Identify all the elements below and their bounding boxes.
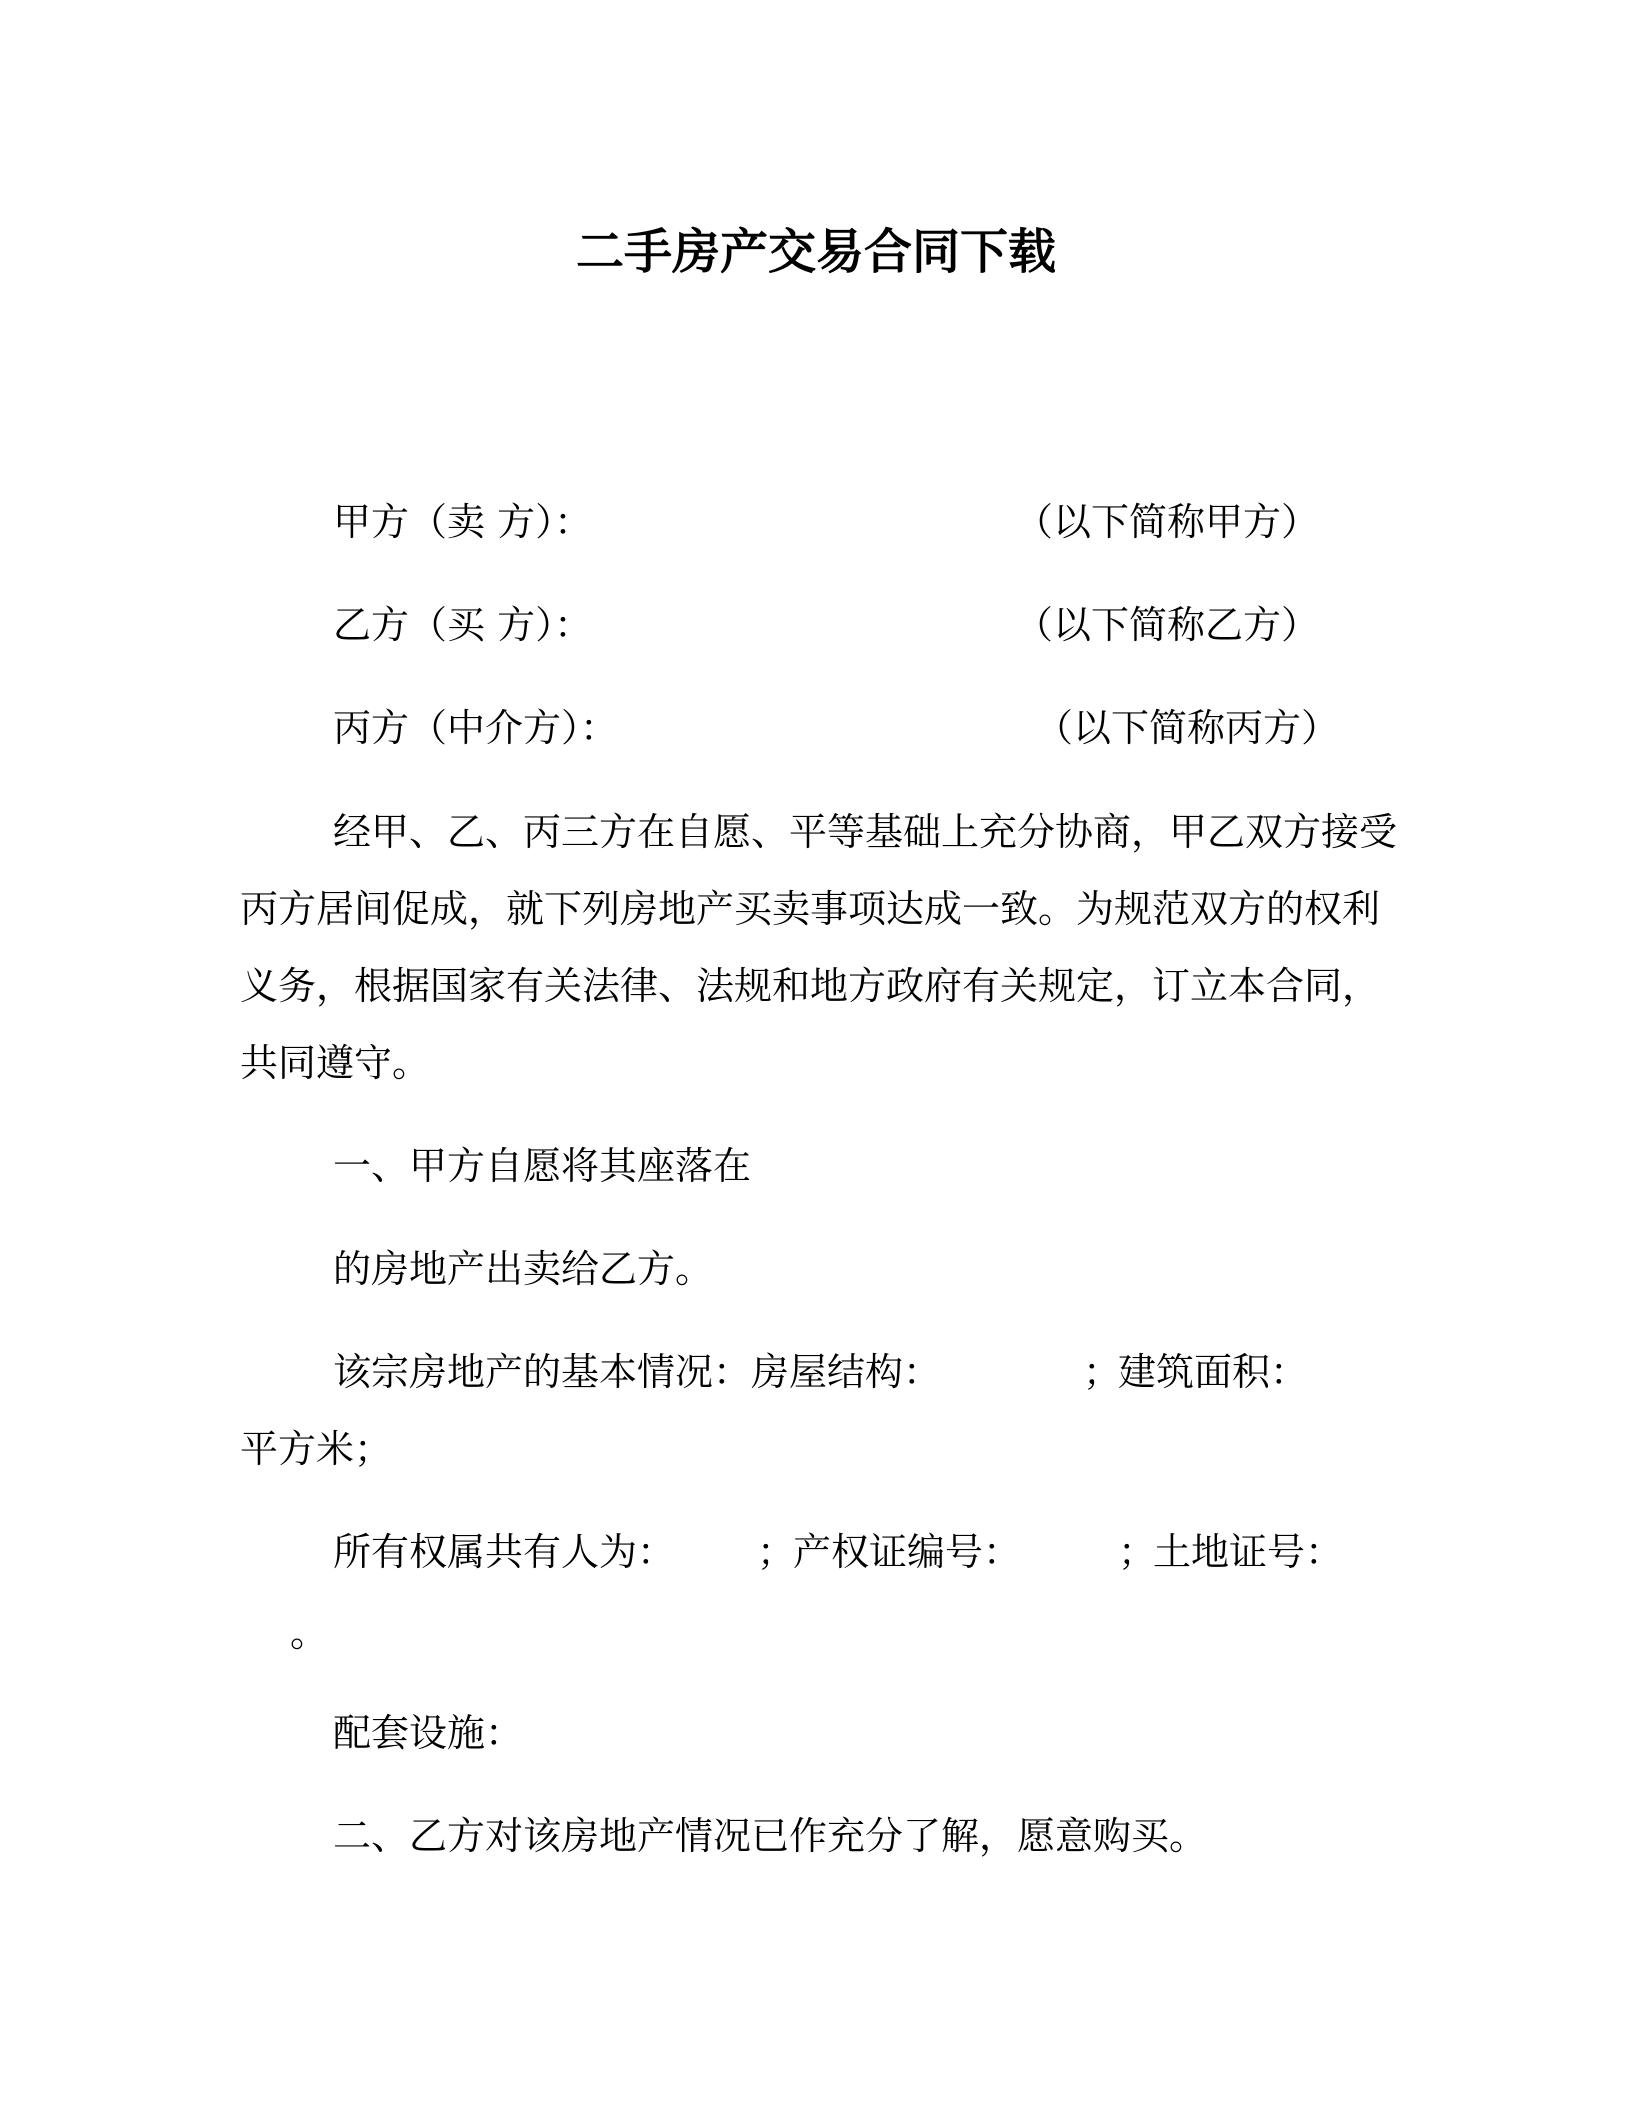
ownership-end: 。: [290, 1611, 329, 1655]
document-title: 二手房产交易合同下载: [575, 224, 1056, 280]
clause-1-line-2: 的房地产出卖给乙方。: [333, 1247, 714, 1291]
seller-note: （以下简称甲方）: [1015, 500, 1320, 544]
preamble-line: 丙方居间促成，就下列房地产买卖事项达成一致。为规范双方的权利: [240, 887, 1381, 931]
land-certificate-label: 土地证号：: [1153, 1530, 1344, 1574]
buyer-label: 乙方（买 方）：: [333, 603, 593, 647]
clause-2: 二、乙方对该房地产情况已作充分了解，愿意购买。: [333, 1814, 1208, 1858]
area-unit: 平方米；: [240, 1427, 393, 1471]
co-owner-label: 所有权属共有人为：: [333, 1530, 676, 1574]
preamble-line: 共同遵守。: [240, 1041, 431, 1085]
ownership-separator: ；: [757, 1530, 796, 1574]
agent-label: 丙方（中介方）：: [333, 706, 619, 750]
preamble-line: 经甲、乙、丙三方在自愿、平等基础上充分协商，甲乙双方接受: [333, 810, 1398, 854]
seller-label: 甲方（卖 方）：: [333, 500, 593, 544]
agent-note: （以下简称丙方）: [1035, 706, 1340, 750]
preamble-line: 义务，根据国家有关法律、法规和地方政府有关规定，订立本合同，: [240, 964, 1381, 1008]
ownership-separator: ；: [1118, 1530, 1157, 1574]
buyer-note: （以下简称乙方）: [1015, 603, 1320, 647]
clause-1-line-1: 一、甲方自愿将其座落在: [333, 1144, 752, 1188]
basic-info-separator: ；: [1083, 1350, 1122, 1394]
facilities-label: 配套设施：: [333, 1711, 524, 1755]
area-label: 建筑面积：: [1118, 1350, 1309, 1394]
certificate-label: 产权证编号：: [793, 1530, 1022, 1574]
basic-info-prefix: 该宗房地产的基本情况：房屋结构：: [333, 1350, 942, 1394]
